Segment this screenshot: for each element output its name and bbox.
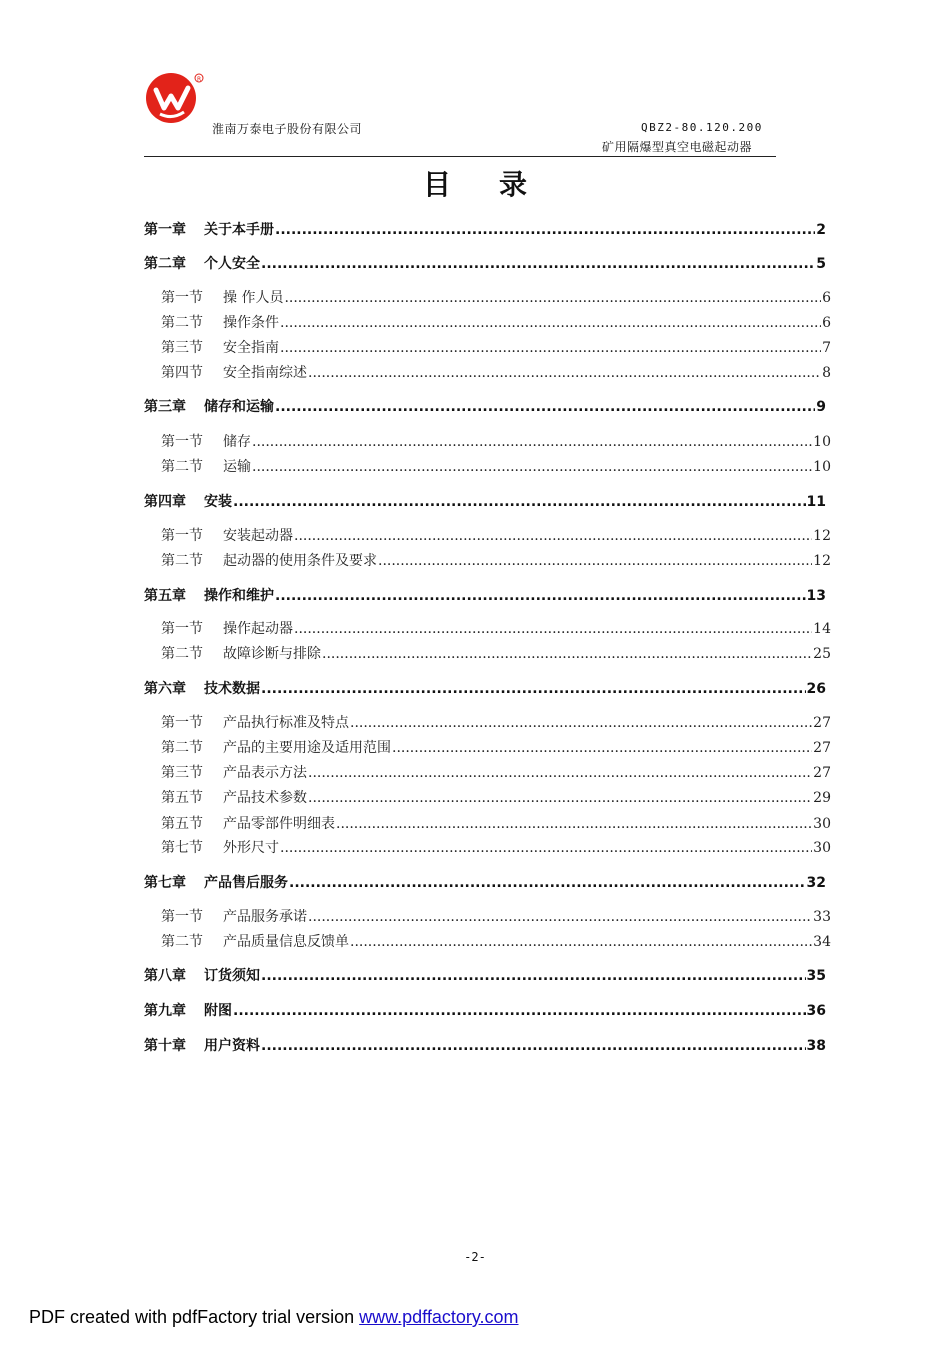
toc-number: 第五章 (144, 588, 186, 604)
toc-title: 运输 (223, 459, 251, 475)
toc-section-row[interactable] (161, 364, 831, 382)
toc-number: 第九章 (144, 1003, 186, 1019)
toc-page-number: 11 (806, 494, 826, 510)
toc-chapter-row[interactable] (144, 680, 826, 698)
toc-leader-dots (280, 839, 812, 857)
toc-title: 产品的主要用途及适用范围 (223, 740, 391, 756)
toc-leader-dots (350, 714, 812, 732)
toc-title: 操作条件 (223, 315, 279, 331)
toc-chapter-row[interactable] (144, 493, 826, 511)
pdffactory-link[interactable]: www.pdffactory.com (359, 1307, 519, 1327)
toc-section-row[interactable] (161, 764, 831, 782)
toc-number: 第四章 (144, 494, 186, 510)
toc-page-number: 6 (822, 290, 831, 306)
toc-section-row[interactable] (161, 527, 831, 545)
toc-number: 第二节 (161, 459, 203, 475)
toc-leader-dots (308, 764, 812, 782)
toc-number: 第二节 (161, 934, 203, 950)
svg-text:R: R (197, 76, 202, 83)
toc-number: 第七节 (161, 840, 203, 856)
toc-number: 第二章 (144, 256, 186, 272)
title-char-2: 录 (499, 168, 528, 201)
toc-page-number: 34 (813, 934, 831, 950)
toc-leader-dots (233, 1002, 806, 1020)
toc-leader-dots (261, 967, 806, 985)
toc-number: 第十章 (144, 1038, 186, 1054)
toc-number: 第五节 (161, 790, 203, 806)
toc-title: 安全指南 (223, 340, 279, 356)
toc-page-number: 38 (806, 1038, 826, 1054)
toc-chapter-row[interactable] (144, 221, 826, 239)
toc-number: 第一节 (161, 528, 203, 544)
toc-section-row[interactable] (161, 739, 831, 757)
toc-chapter-row[interactable] (144, 1037, 826, 1055)
toc-title: 技术数据 (204, 681, 260, 697)
toc-page-number: 27 (813, 715, 831, 731)
toc-title: 安全指南综述 (223, 365, 307, 381)
toc-leader-dots (284, 289, 821, 307)
toc-page-number: 35 (806, 968, 826, 984)
toc-leader-dots (350, 933, 812, 951)
toc-title: 附图 (204, 1003, 232, 1019)
toc-section-row[interactable] (161, 815, 831, 833)
toc-number: 第一节 (161, 621, 203, 637)
toc-title: 关于本手册 (204, 222, 274, 238)
toc-page-number: 13 (806, 588, 826, 604)
toc-title: 订货须知 (204, 968, 260, 984)
toc-leader-dots (275, 398, 815, 416)
toc-number: 第一节 (161, 290, 203, 306)
toc-chapter-row[interactable] (144, 874, 826, 892)
toc-number: 第六章 (144, 681, 186, 697)
toc-section-row[interactable] (161, 908, 831, 926)
toc-number: 第三节 (161, 340, 203, 356)
toc-leader-dots (294, 527, 812, 545)
toc-chapter-row[interactable] (144, 1002, 826, 1020)
toc-page-number: 30 (813, 816, 831, 832)
toc-leader-dots (289, 874, 806, 892)
toc-chapter-row[interactable] (144, 398, 826, 416)
toc-title: 储存 (223, 434, 251, 450)
toc-leader-dots (280, 339, 821, 357)
toc-number: 第二节 (161, 740, 203, 756)
toc-leader-dots (261, 680, 806, 698)
toc-leader-dots (308, 789, 812, 807)
toc-leader-dots (275, 221, 815, 239)
toc-leader-dots (275, 587, 806, 605)
toc-leader-dots (280, 314, 821, 332)
toc-chapter-row[interactable] (144, 967, 826, 985)
toc-number: 第一节 (161, 434, 203, 450)
toc-page-number: 9 (816, 399, 826, 415)
toc-leader-dots (322, 645, 812, 663)
toc-page-number: 6 (822, 315, 831, 331)
toc-section-row[interactable] (161, 458, 831, 476)
toc-leader-dots (294, 620, 812, 638)
toc-title: 用户资料 (204, 1038, 260, 1054)
toc-title: 外形尺寸 (223, 840, 279, 856)
toc-title: 操作和维护 (204, 588, 274, 604)
toc-page-number: 10 (813, 434, 831, 450)
toc-number: 第三节 (161, 765, 203, 781)
toc-title: 产品质量信息反馈单 (223, 934, 349, 950)
toc-page-number: 29 (813, 790, 831, 806)
toc-number: 第一节 (161, 715, 203, 731)
toc-page-number: 27 (813, 765, 831, 781)
toc-number: 第二节 (161, 553, 203, 569)
product-name: 矿用隔爆型真空电磁起动器 (602, 140, 753, 154)
toc-page-number: 33 (813, 909, 831, 925)
toc-page-number: 7 (822, 340, 831, 356)
toc-section-row[interactable] (161, 620, 831, 638)
toc-leader-dots (233, 493, 806, 511)
header-divider (144, 156, 776, 157)
toc-section-row[interactable] (161, 552, 831, 570)
toc-section-row[interactable] (161, 314, 831, 332)
page-title (0, 163, 950, 203)
toc-title: 起动器的使用条件及要求 (223, 553, 377, 569)
toc-page-number: 30 (813, 840, 831, 856)
toc-leader-dots (308, 364, 821, 382)
toc-title: 产品表示方法 (223, 765, 307, 781)
toc-leader-dots (261, 255, 815, 273)
toc-title: 产品零部件明细表 (223, 816, 335, 832)
toc-leader-dots (336, 815, 812, 833)
toc-section-row[interactable] (161, 789, 831, 807)
toc-chapter-row[interactable] (144, 255, 826, 273)
toc-chapter-row[interactable] (144, 587, 826, 605)
toc-page-number: 25 (813, 646, 831, 662)
toc-number: 第二节 (161, 646, 203, 662)
toc-number: 第五节 (161, 816, 203, 832)
toc-leader-dots (378, 552, 812, 570)
toc-title: 操 作人员 (223, 290, 284, 306)
toc-number: 第一章 (144, 222, 186, 238)
company-name: 淮南万泰电子股份有限公司 (212, 122, 363, 136)
toc-section-row[interactable] (161, 289, 831, 307)
toc-page-number: 36 (806, 1003, 826, 1019)
toc-leader-dots (252, 433, 812, 451)
toc-title: 安装 (204, 494, 232, 510)
toc-title: 产品服务承诺 (223, 909, 307, 925)
toc-leader-dots (308, 908, 812, 926)
toc-number: 第八章 (144, 968, 186, 984)
toc-leader-dots (261, 1037, 806, 1055)
toc-title: 操作起动器 (223, 621, 293, 637)
company-logo (144, 70, 206, 126)
toc-page-number: 27 (813, 740, 831, 756)
toc-leader-dots (392, 739, 812, 757)
toc-page-number: 2 (816, 222, 826, 238)
toc-page-number: 10 (813, 459, 831, 475)
toc-title: 安装起动器 (223, 528, 293, 544)
toc-page-number: 26 (806, 681, 826, 697)
toc-page-number: 8 (822, 365, 831, 381)
toc-section-row[interactable] (161, 714, 831, 732)
title-char-1: 目 (422, 168, 451, 201)
toc-title: 个人安全 (204, 256, 260, 272)
toc-number: 第二节 (161, 315, 203, 331)
toc-page-number: 32 (806, 875, 826, 891)
toc-number: 第三章 (144, 399, 186, 415)
toc-page-number: 14 (813, 621, 831, 637)
toc-number: 第一节 (161, 909, 203, 925)
toc-title: 故障诊断与排除 (223, 646, 321, 662)
product-model: QBZ2-80.120.200 (641, 121, 763, 134)
pdf-footer (29, 1307, 519, 1328)
toc-leader-dots (252, 458, 812, 476)
toc-page-number: 12 (813, 528, 831, 544)
toc-title: 储存和运输 (204, 399, 274, 415)
page-number: -2- (464, 1250, 486, 1264)
toc-title: 产品技术参数 (223, 790, 307, 806)
toc-section-row[interactable] (161, 339, 831, 357)
toc-page-number: 5 (816, 256, 826, 272)
toc-title: 产品执行标准及特点 (223, 715, 349, 731)
footer-text: PDF created with pdfFactory trial version (29, 1307, 360, 1327)
toc-number: 第四节 (161, 365, 203, 381)
toc-section-row[interactable] (161, 839, 831, 857)
toc-page-number: 12 (813, 553, 831, 569)
toc-section-row[interactable] (161, 433, 831, 451)
toc-title: 产品售后服务 (204, 875, 288, 891)
toc-section-row[interactable] (161, 645, 831, 663)
toc-number: 第七章 (144, 875, 186, 891)
toc-section-row[interactable] (161, 933, 831, 951)
